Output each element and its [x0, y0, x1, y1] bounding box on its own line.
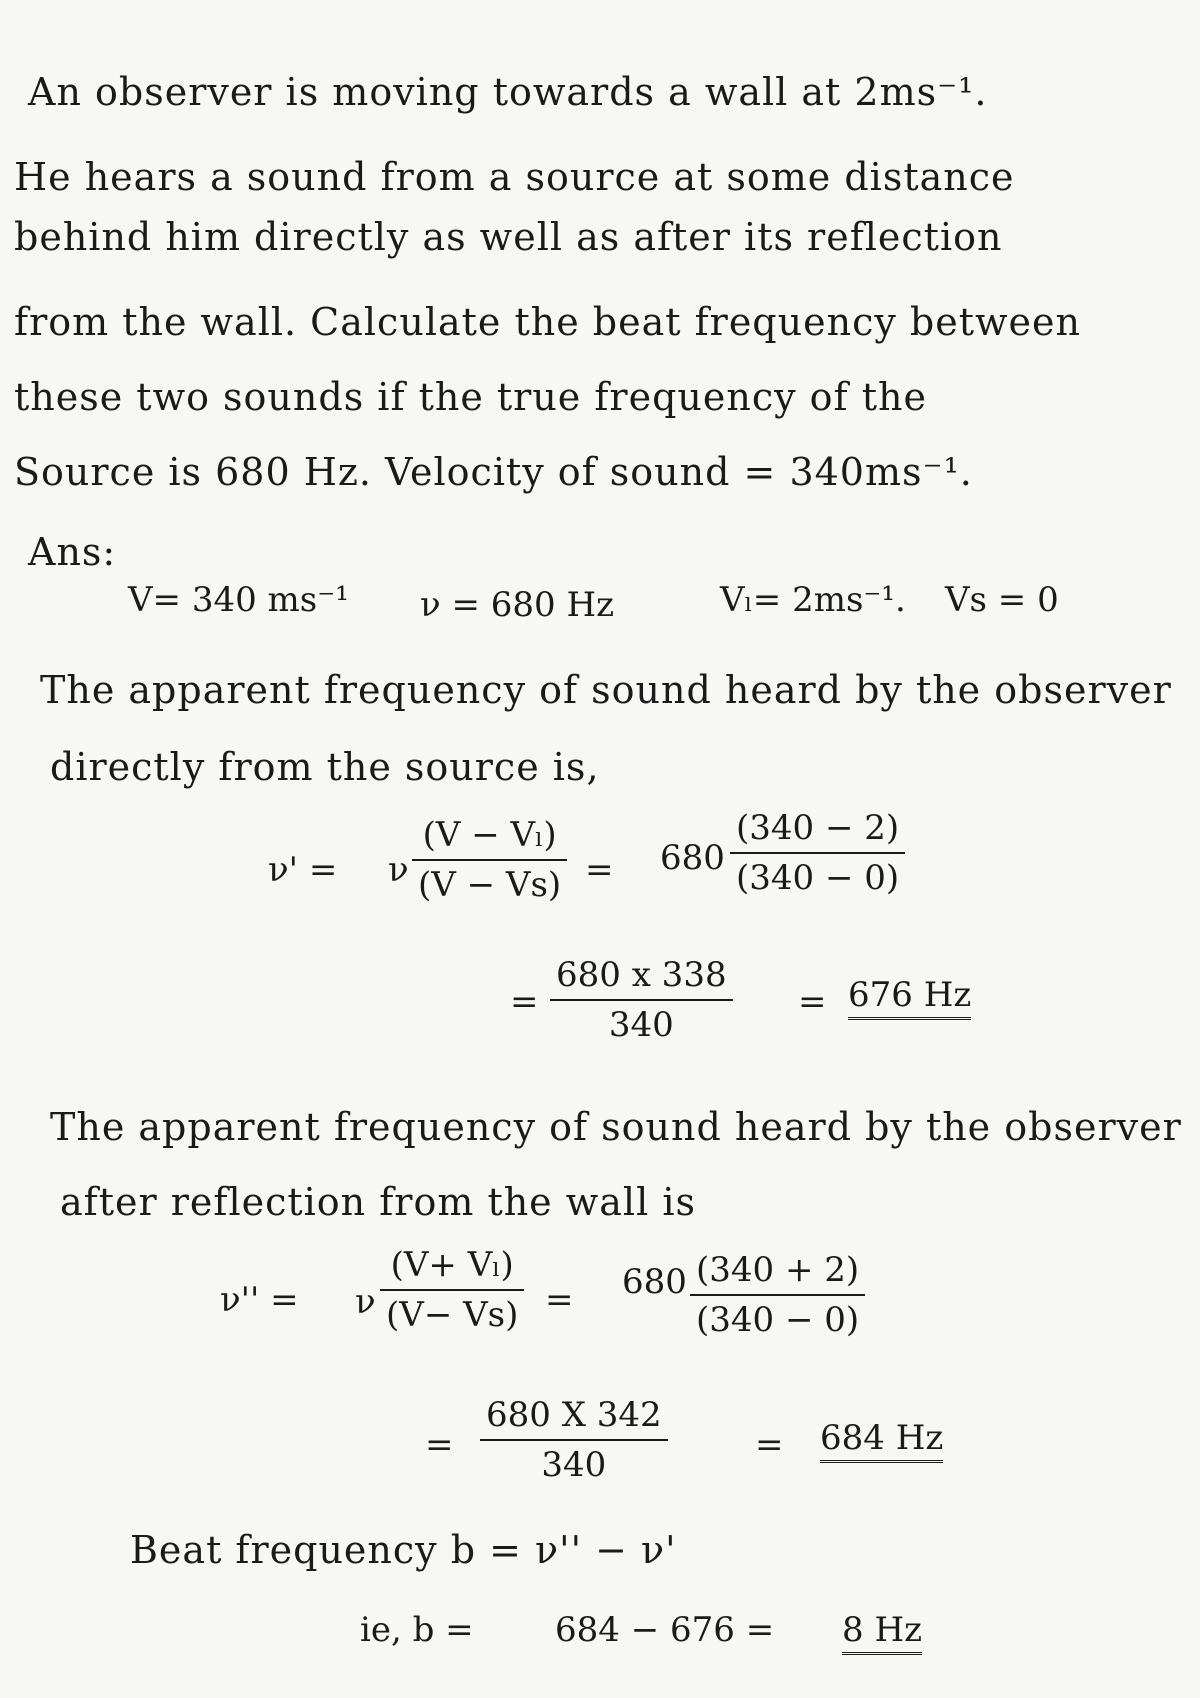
- answer-label: Ans:: [28, 530, 117, 574]
- reflected-substitution-denominator: (340 − 0): [696, 1300, 860, 1340]
- reflected-intro-line-1: The apparent frequency of sound heard by the observer: [50, 1105, 1182, 1149]
- question-line-2: He hears a sound from a source at some distance: [14, 155, 1015, 199]
- beat-frequency-result: 8 Hz: [842, 1610, 922, 1655]
- reflected-calculation-denominator: 340: [541, 1445, 607, 1485]
- fraction-bar: [412, 859, 567, 861]
- beat-frequency-prefix: ie, b =: [360, 1610, 474, 1650]
- fraction-bar: [480, 1439, 668, 1441]
- reflected-formula-fraction: [380, 1245, 524, 1335]
- question-line-4: from the wall. Calculate the beat frequency between: [14, 300, 1081, 344]
- reflected-sub-coefficient: 680: [622, 1262, 687, 1302]
- fraction-bar: [730, 852, 905, 854]
- given-observer-velocity: Vₗ= 2ms⁻¹.: [720, 580, 906, 620]
- direct-lhs: ν' =: [268, 850, 338, 890]
- direct-calculation-denominator: 340: [608, 1005, 674, 1045]
- direct-formula-numerator: (V − Vₗ): [422, 815, 557, 855]
- direct-calculation-fraction: [550, 955, 733, 1045]
- question-line-3: behind him directly as well as after its reflection: [14, 215, 1003, 259]
- reflected-calculation-numerator: 680 X 342: [486, 1395, 662, 1435]
- direct-equals-2: =: [510, 982, 539, 1022]
- fraction-bar: [550, 999, 733, 1001]
- direct-substitution-fraction: [730, 808, 905, 898]
- reflected-formula-numerator: (V+ Vₗ): [390, 1245, 514, 1285]
- reflected-calculation-fraction: [480, 1395, 668, 1485]
- given-frequency: ν = 680 Hz: [420, 585, 615, 625]
- direct-equals-1: =: [585, 850, 614, 890]
- reflected-equals-3: =: [755, 1425, 784, 1465]
- reflected-formula-denominator: (V− Vs): [386, 1295, 519, 1335]
- beat-frequency-formula: Beat frequency b = ν'' − ν': [130, 1528, 677, 1572]
- question-line-1: An observer is moving towards a wall at 2ms⁻¹.: [28, 70, 988, 114]
- direct-formula-denominator: (V − Vs): [418, 865, 562, 905]
- direct-equals-3: =: [798, 982, 827, 1022]
- direct-intro-line-1: The apparent frequency of sound heard by the observer: [40, 668, 1172, 712]
- reflected-equals-2: =: [425, 1425, 454, 1465]
- direct-formula-fraction: [412, 815, 567, 905]
- direct-calculation-numerator: 680 x 338: [556, 955, 727, 995]
- fraction-bar: [690, 1294, 865, 1296]
- reflected-intro-line-2: after reflection from the wall is: [60, 1180, 696, 1224]
- direct-substitution-numerator: (340 − 2): [736, 808, 900, 848]
- beat-frequency-calculation: 684 − 676 =: [555, 1610, 775, 1650]
- given-velocity: V= 340 ms⁻¹: [128, 580, 349, 620]
- reflected-substitution-fraction: [690, 1250, 865, 1340]
- direct-intro-line-2: directly from the source is,: [50, 745, 600, 789]
- reflected-result: 684 Hz: [820, 1418, 943, 1463]
- question-line-5: these two sounds if the true frequency of the: [14, 375, 927, 419]
- reflected-lhs: ν'' =: [220, 1280, 299, 1320]
- fraction-bar: [380, 1289, 524, 1291]
- question-line-6: Source is 680 Hz. Velocity of sound = 340ms⁻¹.: [14, 450, 973, 494]
- given-source-velocity: Vs = 0: [945, 580, 1059, 620]
- direct-substitution-denominator: (340 − 0): [736, 858, 900, 898]
- reflected-formula-coefficient: ν: [355, 1282, 376, 1322]
- direct-result: 676 Hz: [848, 975, 971, 1020]
- reflected-equals-1: =: [545, 1280, 574, 1320]
- direct-sub-coefficient: 680: [660, 838, 725, 878]
- direct-formula-coefficient: ν: [388, 850, 409, 890]
- reflected-substitution-numerator: (340 + 2): [696, 1250, 860, 1290]
